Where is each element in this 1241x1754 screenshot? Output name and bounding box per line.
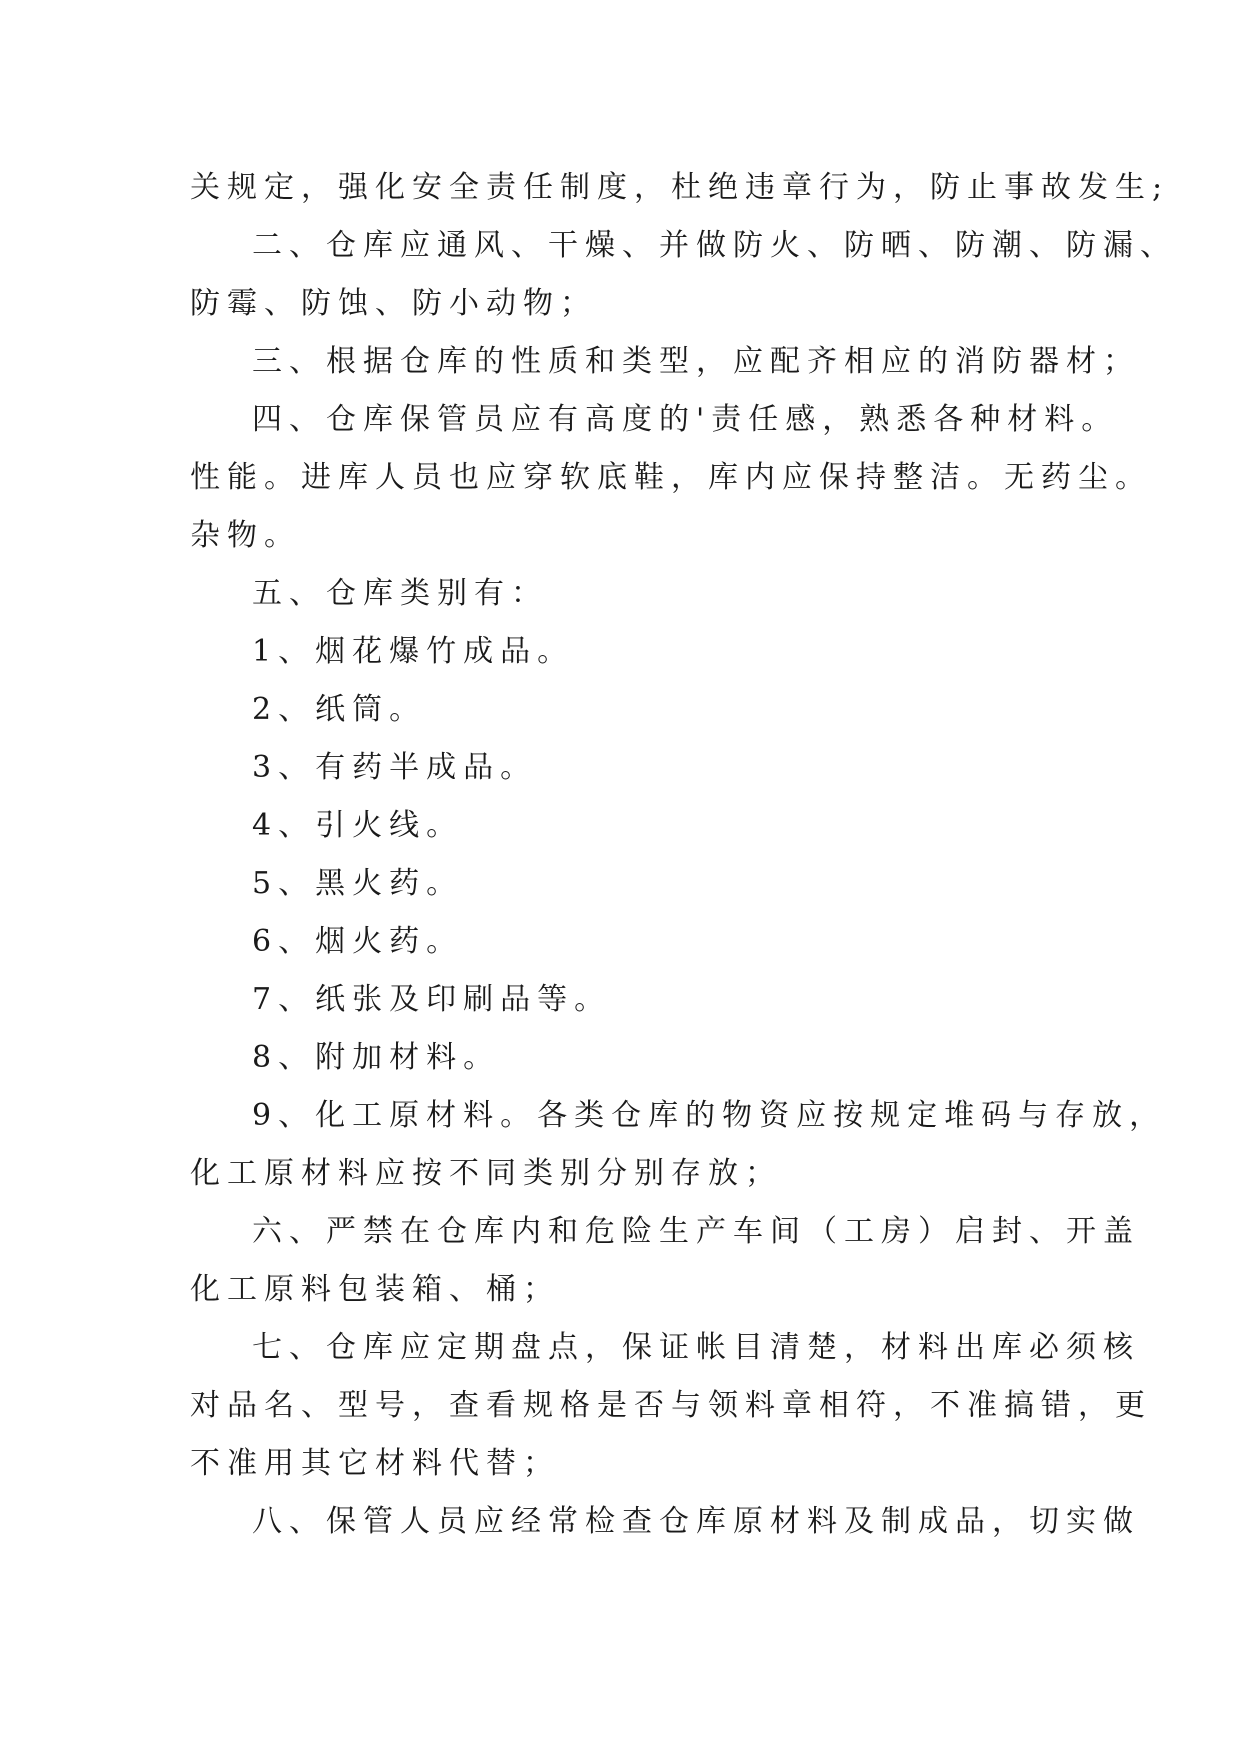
- text-line: 关规定，强化安全责任制度，杜绝违章行为，防止事故发生;: [190, 170, 1170, 205]
- text-line: 五、仓库类别有：: [252, 576, 548, 611]
- text-line: 八、保管人员应经常检查仓库原材料及制成品，切实做: [252, 1504, 1140, 1539]
- text-line: 杂物。: [190, 518, 301, 553]
- text-line: 四、仓库保管员应有高度的'责任感，熟悉各种材料。: [252, 402, 1119, 437]
- text-line: 7、纸张及印刷品等。: [252, 982, 612, 1017]
- text-line: 6、烟火药。: [252, 924, 464, 959]
- text-line: 不准用其它材料代替；: [190, 1446, 560, 1481]
- text-line: 三、根据仓库的性质和类型，应配齐相应的消防器材；: [252, 344, 1140, 379]
- text-line: 9、化工原材料。各类仓库的物资应按规定堆码与存放，: [252, 1098, 1167, 1133]
- text-line: 性能。进库人员也应穿软底鞋，库内应保持整洁。无药尘。: [190, 460, 1152, 495]
- text-line: 化工原材料应按不同类别分别存放；: [190, 1156, 782, 1191]
- text-line: 5、黑火药。: [252, 866, 464, 901]
- text-line: 对品名、型号，查看规格是否与领料章相符，不准搞错，更: [190, 1388, 1152, 1423]
- text-line: 化工原料包装箱、桶；: [190, 1272, 560, 1307]
- text-line: 3、有药半成品。: [252, 750, 538, 785]
- text-line: 8、附加材料。: [252, 1040, 501, 1075]
- text-line: 七、仓库应定期盘点，保证帐目清楚，材料出库必须核: [252, 1330, 1140, 1365]
- text-line: 六、严禁在仓库内和危险生产车间（工房）启封、开盖: [252, 1214, 1140, 1249]
- text-line: 二、仓库应通风、干燥、并做防火、防晒、防潮、防漏、: [252, 228, 1177, 263]
- text-line: 防霉、防蚀、防小动物；: [190, 286, 597, 321]
- text-line: 4、引火线。: [252, 808, 464, 843]
- text-line: 1、烟花爆竹成品。: [252, 634, 575, 669]
- text-line: 2、纸筒。: [252, 692, 427, 727]
